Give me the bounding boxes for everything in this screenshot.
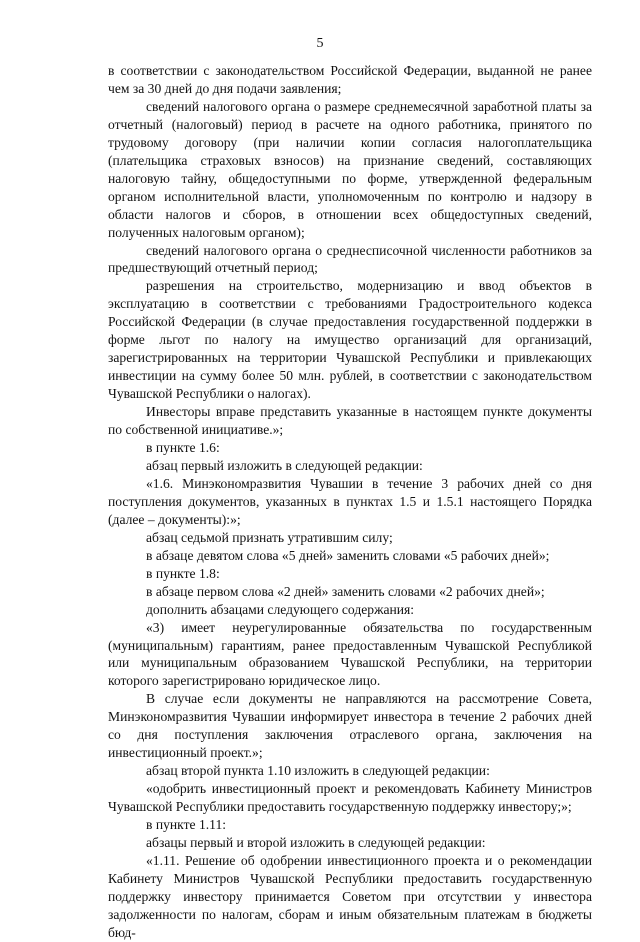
- paragraph: абзац первый изложить в следующей редакции:: [146, 457, 423, 473]
- paragraph: сведений налогового органа о среднесписочной численности работников за предшествующий отчетный период;: [108, 242, 592, 276]
- paragraph: «1.6. Минэкономразвития Чувашии в течение 3 рабочих дней со дня поступления документов, указанных в пунктах 1.5 и 1.5.1 настоящего Порядка (далее – документы):»;: [108, 475, 592, 527]
- paragraph: «одобрить инвестиционный проект и рекомендовать Кабинету Министров Чувашской Республики предоставить государственную поддержку инвестору;»;: [108, 781, 592, 815]
- paragraph: Инвесторы вправе представить указанные в настоящем пункте документы по собственной инициативе.»;: [108, 404, 592, 438]
- paragraph: абзац второй пункта 1.10 изложить в следующей редакции:: [146, 763, 490, 779]
- paragraph: в пункте 1.6:: [146, 440, 220, 456]
- paragraph: В случае если документы не направляются на рассмотрение Совета, Минэкономразвития Чувашии информирует инвестора в течение 2 рабочих дней со дня поступления заключения отраслевого органа, заключения на инвестиционный проект.»;: [108, 691, 592, 761]
- paragraph: абзац седьмой признать утратившим силу;: [146, 529, 393, 545]
- paragraph: в пункте 1.8:: [146, 565, 220, 581]
- paragraph: «3) имеет неурегулированные обязательства по государственным (муниципальным) гарантиям, ранее предоставленным Чувашской Республикой или муниципальным образованием Чувашской Республики, на территории которого зарегистрировано юридическое лицо.: [108, 619, 592, 689]
- paragraph: «1.11. Решение об одобрении инвестиционного проекта и о рекомендации Кабинету Министров Чувашской Республики предоставить государственную поддержку инвестору принимается Советом при отсутствии у инвестора задолженности по налогам, сборам и иным обязательным платежам в бюджеты бюд-: [108, 852, 592, 940]
- paragraph: разрешения на строительство, модернизацию и ввод объектов в эксплуатацию в соответствии с требованиями Градостроительного кодекса Российской Федерации (в случае предоставления государственной поддержки в форме льгот по налогу на имущество организаций для организаций, зарегистрированных на территории Чувашской Республики и привлекающих инвестиции на сумму более 50 млн. рублей, в соответствии с законодательством Чувашской Республики о налогах).: [108, 278, 592, 402]
- paragraph: абзацы первый и второй изложить в следующей редакции:: [146, 834, 486, 850]
- paragraph: в соответствии с законодательством Российской Федерации, выданной не ранее чем за 30 дней до дня подачи заявления;: [108, 63, 592, 96]
- paragraph: дополнить абзацами следующего содержания:: [146, 601, 415, 617]
- paragraph: сведений налогового органа о размере среднемесячной заработной платы за отчетный (налоговый) период в расчете на одного работника, принятого по трудовому договору (при наличии копии согласия налогоплательщика (плательщика страховых взносов) на признание сведений, составляющих налоговую тайну, общедоступными по форме, утвержденной федеральным органом исполнительной власти, уполномоченным по контролю и надзору в области налогов и сборов, в отношении всех общедоступных сведений, полученных налоговым органом);: [108, 98, 592, 240]
- paragraph: в абзаце первом слова «2 дней» заменить словами «2 рабочих дней»;: [146, 583, 545, 599]
- page-number: 5: [316, 36, 324, 51]
- paragraph: в абзаце девятом слова «5 дней» заменить словами «5 рабочих дней»;: [146, 547, 550, 563]
- document-body: [108, 62, 592, 942]
- paragraph: в пункте 1.11:: [146, 817, 227, 833]
